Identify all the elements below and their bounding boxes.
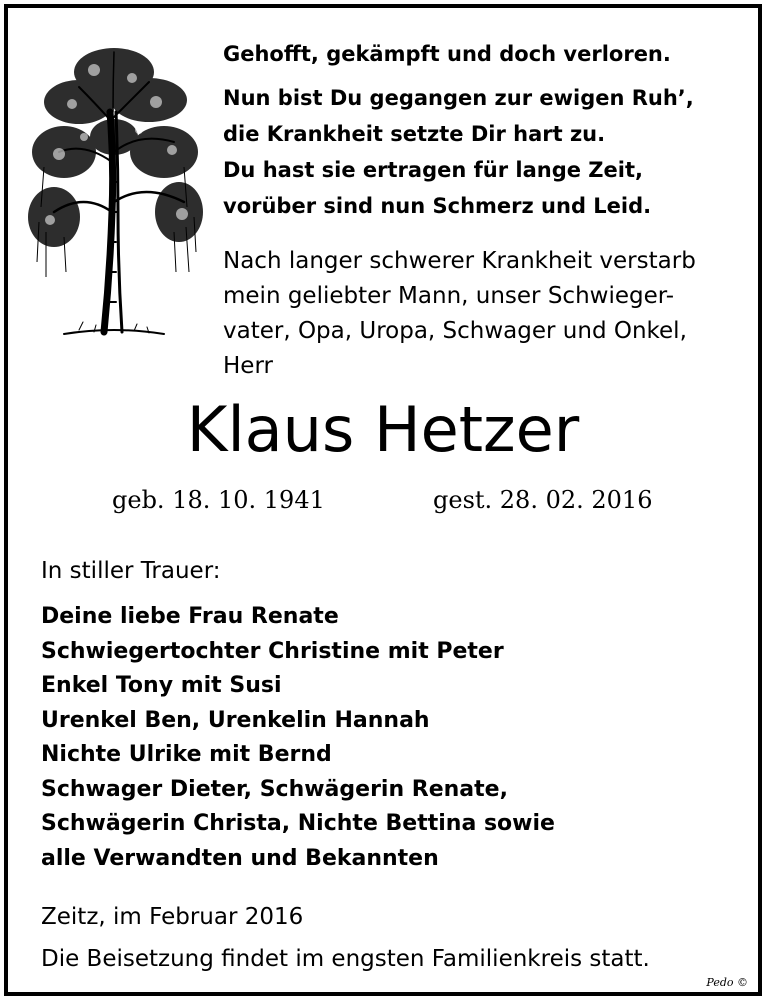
mourner-line: Schwägerin Christa, Nichte Bettina sowie [41, 811, 555, 836]
mourner-line: Deine liebe Frau Renate [41, 604, 339, 629]
birch-tree-icon [24, 42, 204, 342]
death-date: gest. 28. 02. 2016 [433, 486, 653, 514]
mourner-line: Urenkel Ben, Urenkelin Hannah [41, 707, 430, 733]
intro-line: Herr [223, 353, 273, 379]
poem-line: Gehofft, gekämpft und doch verloren. [223, 42, 671, 66]
poem-line: vorüber sind nun Schmerz und Leid. [223, 194, 652, 218]
mourner-line: Enkel Tony mit Susi [41, 673, 282, 698]
poem-line: Du hast sie ertragen für lange Zeit, [223, 158, 643, 182]
mourner-line: Nichte Ulrike mit Bernd [41, 742, 332, 767]
mourning-label: In stiller Trauer: [41, 558, 221, 584]
death-notice-intro [223, 244, 696, 384]
obituary-frame [4, 4, 762, 996]
birth-date: geb. 18. 10. 1941 [112, 486, 325, 514]
mourner-line: Schwiegertochter Christine mit Peter [41, 638, 504, 664]
mourner-line: Schwager Dieter, Schwägerin Renate, [41, 776, 508, 802]
intro-line: Nach langer schwerer Krankheit verstarb [223, 248, 696, 274]
place-date: Zeitz, im Februar 2016 [41, 904, 304, 930]
poem [223, 36, 694, 224]
poem-line: die Krankheit setzte Dir hart zu. [223, 122, 606, 146]
mourner-line: alle Verwandten und Bekannten [41, 845, 439, 871]
intro-line: vater, Opa, Uropa, Schwager und Onkel, [223, 318, 687, 344]
funeral-note: Die Beisetzung findet im engsten Familienkreis statt. [41, 946, 650, 972]
poem-line: Nun bist Du gegangen zur ewigen Ruh’, [223, 86, 694, 110]
mourners-list [41, 600, 555, 876]
publisher-signature: Pedo © [706, 976, 748, 989]
intro-line: mein geliebter Mann, unser Schwieger- [223, 283, 675, 309]
deceased-name: Klaus Hetzer [186, 393, 580, 466]
